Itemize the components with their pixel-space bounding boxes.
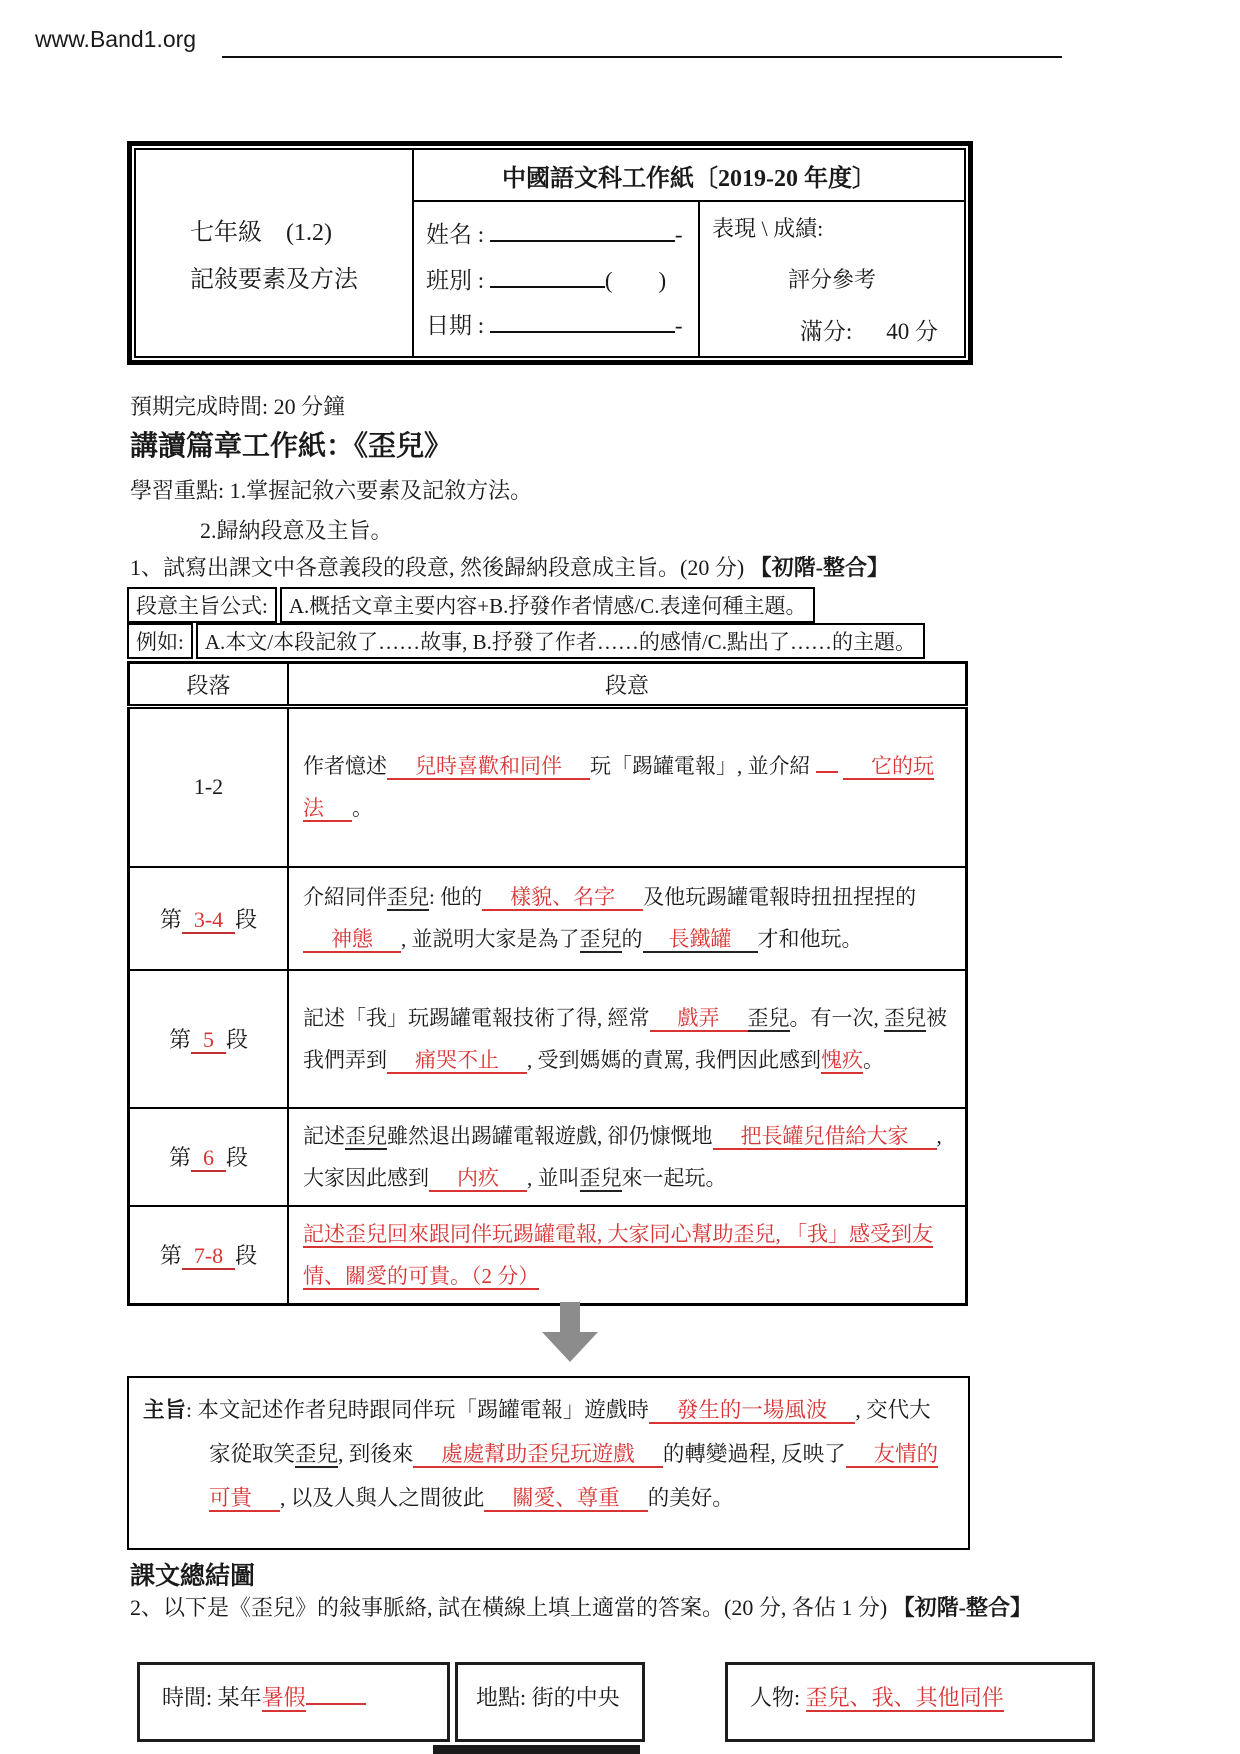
grade-line1: 七年級 (1.2): [190, 220, 332, 246]
class-blank: [490, 262, 605, 287]
expected-time-note: 預期完成時間: 20 分鐘: [130, 394, 346, 419]
answer-blank: 痛哭不止: [387, 1048, 527, 1074]
question2-level-tag: 【初階-整合】: [892, 1595, 1032, 1620]
people-label: 人物:: [750, 1685, 806, 1710]
name-suffix: -: [674, 222, 683, 247]
proper-noun: 歪兒: [884, 1005, 926, 1030]
segment-label: 第 3-4 段: [129, 867, 289, 970]
segment-label: 第 7-8 段: [129, 1206, 289, 1305]
segment-number-answer: 3-4: [182, 907, 235, 934]
flow-box-people: [725, 1662, 1095, 1742]
answer-blank: 友情的可貴: [209, 1442, 939, 1511]
answer-blank: 把長罐兒借給大家: [713, 1124, 937, 1150]
class-field: [426, 262, 688, 295]
proper-noun: 歪兒: [295, 1442, 339, 1467]
answer-blank: 樣貌、名字: [482, 885, 643, 911]
name-label: 姓名 :: [426, 222, 485, 247]
answer-blank: 關愛、尊重: [484, 1486, 648, 1512]
full-mark: [712, 313, 952, 346]
question1-stem: 1、試寫出課文中各意義段的段意, 然後歸納段意成主旨。(20 分): [130, 555, 750, 580]
question1-level-tag: 【初階-整合】: [749, 555, 889, 580]
score-cell: [698, 202, 964, 356]
answer-blank: [816, 750, 838, 773]
segment-number-answer: 6: [191, 1145, 226, 1172]
segment-label: 第 5 段: [129, 970, 289, 1108]
student-fields-cell: [412, 202, 698, 356]
segment-table: [127, 661, 968, 1306]
proper-noun: 歪兒: [579, 1165, 622, 1190]
segment-meaning: 作者憶述 兒時喜歡和同伴 玩「踢罐電報」, 並介紹 它的玩法 。: [288, 707, 967, 867]
question2-text: [130, 1592, 1037, 1624]
segment-label: 第 6 段: [129, 1108, 289, 1206]
flow-box-time: [137, 1662, 450, 1742]
question1-text: [130, 551, 889, 582]
answer-blank: 戲弄: [650, 1006, 748, 1032]
theme-label: 主旨: [143, 1398, 187, 1422]
flow-box-place: [455, 1662, 645, 1742]
table-row: [129, 707, 967, 867]
document-title: 講讀篇章工作紙：《歪兒》: [130, 431, 453, 462]
theme-paragraph: 主旨: 本文記述作者兒時跟同伴玩「踢罐電報」遊戲時 發生的一場風波 , 交代大家從取笑歪兒, 到後來 處處幫助歪兒玩遊戲 的轉變過程, 反映了 友情的可貴 , 以及人與人之間彼此 關愛、尊重 的美好。: [143, 1398, 939, 1511]
answer-blank: [306, 1681, 366, 1705]
theme-box: [127, 1376, 970, 1550]
place-label: 地點: 街的中央: [476, 1685, 620, 1710]
people-answer: 歪兒、我、其他同伴: [805, 1685, 1004, 1710]
name-blank: [490, 217, 675, 242]
cutoff-next-box-edge: [433, 1745, 640, 1754]
col-header-meaning: 段意: [288, 663, 967, 707]
header-rule: [222, 56, 1062, 58]
segment-meaning: 記述「我」玩踢罐電報技術了得, 經常 戲弄 歪兒。有一次, 歪兒被我們弄到 痛哭不止 , 受到媽媽的責罵, 我們因此感到愧疚。: [288, 970, 967, 1108]
date-suffix: -: [674, 313, 683, 338]
formula-row: [127, 587, 815, 623]
answer-blank: 處處幫助歪兒玩遊戲: [413, 1442, 663, 1468]
full-mark-value: 40 分: [886, 319, 938, 344]
answer-text: 愧疚: [821, 1047, 863, 1072]
date-label: 日期 :: [426, 313, 485, 338]
segment-label: [129, 707, 289, 867]
segment-number-answer: 5: [191, 1027, 226, 1054]
grading-reference: 評分參考: [787, 267, 876, 292]
answer-blank: 長鐵罐: [643, 927, 758, 953]
summary-heading: 課文總結圖: [130, 1563, 256, 1590]
proper-noun: 歪兒: [579, 927, 622, 951]
question2-stem: 2、以下是《歪兒》的敍事脈絡, 試在橫線上填上適當的答案。(20 分, 各佔 1 分): [130, 1595, 893, 1620]
answer-blank: 内疚: [429, 1166, 527, 1192]
answer-blank: 它的玩法: [303, 754, 934, 821]
learning-focus-line2: 2.歸納段意及主旨。: [200, 518, 393, 543]
site-link: www.Band1.org: [35, 26, 197, 52]
example-content-box: A.本文/本段記敘了……故事, B.抒發了作者……的感情/C.點出了……的主題。: [196, 623, 925, 659]
class-number-paren: ( ): [604, 267, 667, 293]
table-row: [129, 867, 967, 970]
proper-noun: 歪兒: [387, 885, 429, 909]
segment-number: 1-2: [193, 774, 224, 800]
full-mark-label: 滿分:: [799, 319, 853, 344]
answer-blank: 兒時喜歡和同伴: [387, 754, 590, 780]
proper-noun: 歪兒: [747, 1005, 790, 1030]
answer-blank: 發生的一場風波: [649, 1398, 856, 1424]
table-row: [129, 970, 967, 1108]
segment-meaning: 記述歪兒雖然退出踢罐電報遊戲, 卻仍慷慨地 把長罐兒借給大家 , 大家因此感到 内疚 , 並叫歪兒來一起玩。: [288, 1108, 967, 1206]
example-row: [127, 623, 925, 659]
grade-cell: [136, 150, 412, 356]
grade-line2: 記敍要素及方法: [190, 267, 358, 293]
segment-meaning: 介紹同伴歪兒: 他的 樣貌、名字 及他玩踢罐電報時扭扭捏捏的神態 , 並説明大家是為了歪兒的 長鐵罐 才和他玩。: [288, 867, 967, 970]
date-field: [426, 307, 688, 340]
segment-number-answer: 7-8: [182, 1243, 235, 1270]
table-row: [129, 1108, 967, 1206]
time-answer: 暑假: [261, 1685, 306, 1710]
arrow-down-icon: [542, 1302, 598, 1362]
col-header-segment: 段落: [129, 663, 289, 707]
date-blank: [490, 308, 675, 333]
answer-blank: 神態: [303, 927, 401, 953]
performance-label: 表現 \ 成績:: [712, 216, 824, 241]
learning-focus-line1: 學習重點: 1.掌握記敘六要素及記敘方法。: [130, 478, 533, 503]
worksheet-title: 中國語文科工作紙〔2019-20 年度〕: [412, 150, 964, 202]
info-table-inner: [134, 148, 966, 358]
class-label: 班別 :: [426, 267, 485, 293]
time-label: 時間: 某年: [162, 1685, 262, 1710]
example-label-box: 例如:: [127, 623, 193, 659]
formula-content-box: A.概括文章主要内容+B.抒發作者情感/C.表達何種主題。: [280, 587, 816, 623]
proper-noun: 歪兒: [345, 1123, 387, 1148]
answer-text: 記述歪兒回來跟同伴玩踢罐電報, 大家同心幫助歪兒, 「我」感受到友情、關愛的可貴。（2 分）: [303, 1221, 933, 1288]
table-row: [129, 1206, 967, 1305]
formula-label-box: 段意主旨公式:: [127, 587, 277, 623]
info-table: [127, 141, 973, 365]
name-field: [426, 216, 688, 249]
table-header-row: [129, 663, 967, 707]
segment-meaning: [288, 1206, 967, 1305]
